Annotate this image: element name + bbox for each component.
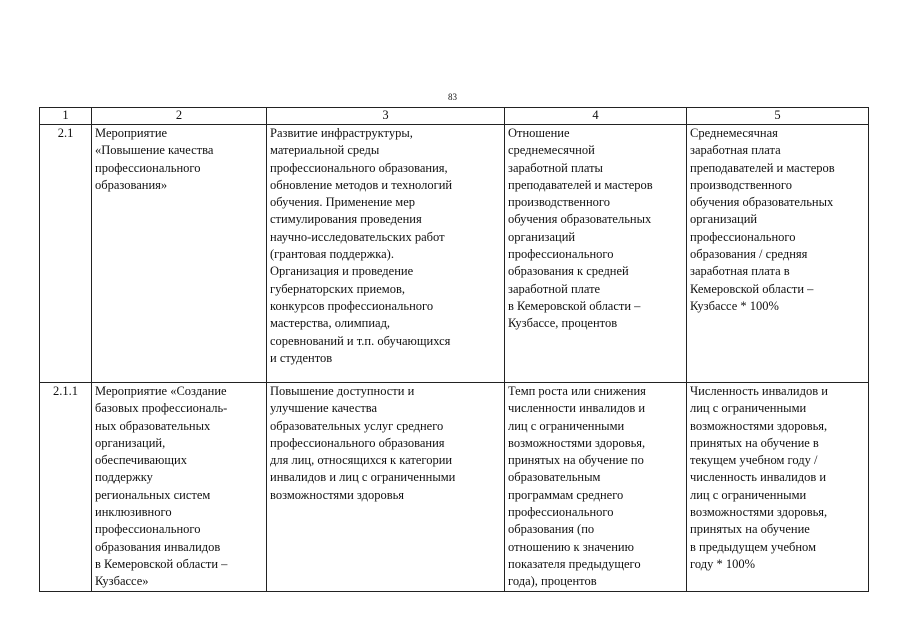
measures-table — [39, 107, 869, 592]
table-row — [40, 383, 869, 592]
formula-text: Численность инвалидов и лиц с ограниченными возможностями здоровья, принятых на обучение в текущем учебном году / численность инвалидов и лиц с ограниченными возможностями здоровья, принятых на обучение в предыдущем учебном году * 100% — [690, 384, 828, 571]
header-cell-2: 2 — [92, 108, 267, 125]
row-number-cell — [40, 125, 92, 383]
measure-cell — [92, 125, 267, 383]
formula-cell — [687, 383, 869, 592]
row-number: 2.1.1 — [53, 384, 78, 398]
description-text: Развитие инфраструктуры, материальной среды профессионального образования, обновление методов и технологий обучения. Применение мер стимулирования проведения научно-исследовательских работ (грантовая поддержка). Организация и проведение губернаторских приемов, конкурсов профессионального мастерства, олимпиад, соревнований и т.п. обучающихся и студентов — [270, 126, 453, 365]
formula-text: Среднемесячная заработная плата преподавателей и мастеров производственного обучения образовательных организаций профессионального образования / средняя заработная плата в Кемеровской области – Кузбассе * 100% — [690, 126, 835, 313]
row-number: 2.1 — [57, 126, 74, 140]
indicator-text: Темп роста или снижения численности инвалидов и лиц с ограниченными возможностями здоровья, принятых на обучение по образовательным программам среднего профессионального образования (по отношению к значению показателя предыдущего года), процентов — [508, 384, 646, 589]
measure-text: Мероприятие «Создание базовых профессиональ- ных образовательных организаций, обеспечивающих поддержку региональных систем инклюзивного профессионального образования инвалидов в Кемеровской области – Кузбассе» — [95, 384, 228, 589]
header-cell-4: 4 — [505, 108, 687, 125]
page-number: 83 — [448, 92, 457, 102]
header-cell-1: 1 — [40, 108, 92, 125]
indicator-cell — [505, 125, 687, 383]
header-cell-3: 3 — [267, 108, 505, 125]
description-text: Повышение доступности и улучшение качества образовательных услуг среднего профессионального образования для лиц, относящихся к категории инвалидов и лиц с ограниченными возможностями здоровья — [270, 384, 456, 502]
description-cell — [267, 125, 505, 383]
formula-cell — [687, 125, 869, 383]
measure-cell — [92, 383, 267, 592]
description-cell — [267, 383, 505, 592]
row-number-cell — [40, 383, 92, 592]
table-row — [40, 125, 869, 383]
table-header-row — [40, 108, 869, 125]
header-cell-5: 5 — [687, 108, 869, 125]
measure-text: Мероприятие «Повышение качества профессионального образования» — [95, 126, 214, 192]
indicator-text: Отношение среднемесячной заработной платы преподавателей и мастеров производственного обучения образовательных организаций профессионального образования к средней заработной плате в Кемеровской области – Кузбассе, процентов — [508, 126, 653, 331]
indicator-cell — [505, 383, 687, 592]
